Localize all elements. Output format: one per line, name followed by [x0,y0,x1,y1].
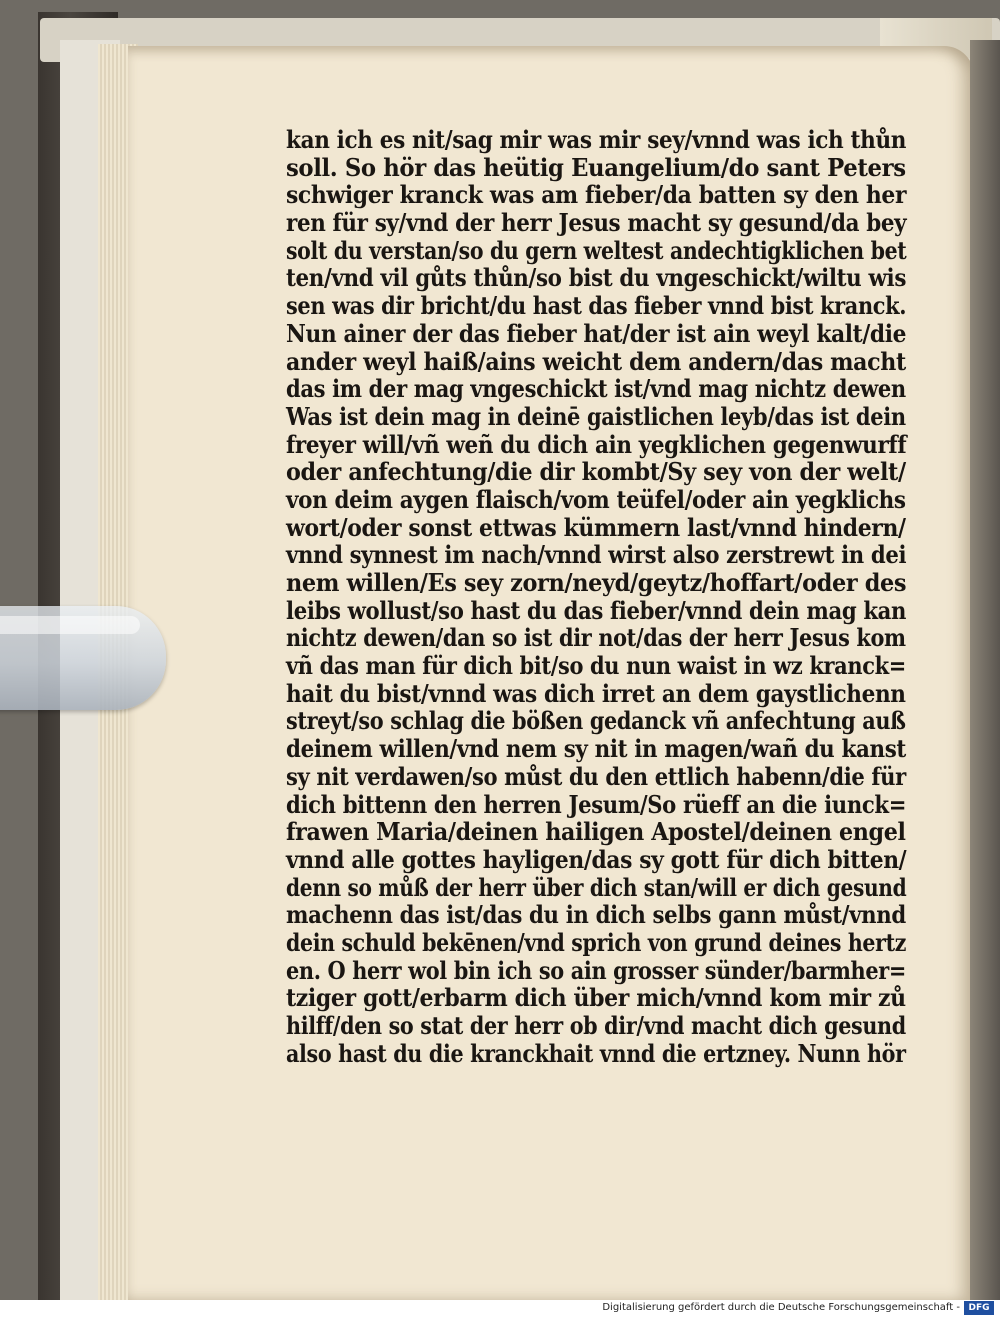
text-line: Was ist dein mag in deinē gaistlichen leyb/das ist dein [286,401,906,431]
text-line: machenn das ist/das du in dich selbs gann můst/vnnd [286,900,906,930]
text-line: vnnd alle gottes hayligen/das sy gott für dich bitten/ [286,844,907,874]
dfg-logo: DFG [964,1301,994,1315]
text-line: wort/oder sonst ettwas kümmern last/vnnd hindern/ [286,512,906,542]
text-line: hait du bist/vnnd was dich irret an dem gaystlichenn [286,678,906,708]
text-line: von deim aygen flaisch/vom teüfel/oder ain yegklichs [286,484,906,514]
footer-bar [0,1300,1000,1317]
text-line: hilff/den so stat der herr ob dir/vnd macht dich gesund [286,1011,906,1040]
text-line: schwiger kranck was am fieber/da batten sy den her [286,180,907,210]
text-line: oder anfechtung/die dir kombt/Sy sey von der welt/ [286,457,906,487]
text-line: Nun ainer der das fieber hat/der ist ain weyl kalt/die [286,318,907,348]
text-line: en. O herr wol bin ich so ain grosser sünder/barmher= [286,955,907,985]
text-line: deinem willen/vnd nem sy nit in magen/wañ du kanst [286,734,906,764]
text-line: kan ich es nit/sag mir was mir sey/vnnd was ich thůn [286,125,907,154]
text-line: ander weyl haiß/ains weicht dem andern/das macht [286,346,906,376]
text-line: leibs wollust/so hast du das fieber/vnnd dein mag kan [286,595,907,625]
footer-credit: Digitalisierung gefördert durch die Deutsche Forschungsgemeinschaft - [602,1302,960,1313]
text-line: solt du verstan/so du gern weltest andechtigklichen bet [286,235,907,265]
text-line: dich bittenn den herren Jesum/So rüeff an die iunck= [286,789,907,819]
text-line: sen was dir bricht/du hast das fieber vnnd bist kranck. [286,291,907,321]
text-line: das im der mag vngeschickt ist/vnd mag nichtz dewen [286,374,906,404]
text-line: freyer will/vñ weñ du dich ain yegklichen gegenwurff [286,429,907,459]
text-line: ten/vnd vil gůts thůn/so bist du vngeschickt/wiltu wis [286,263,907,293]
text-line: also hast du die kranckhait vnnd die ertzney. Nunn hör [286,1038,906,1068]
clip-shine [0,616,140,634]
page-text-block [286,126,906,1067]
text-line: soll. So hör das heütig Euangelium/do sant Peters [286,152,906,182]
text-line: nichtz dewen/dan so ist dir not/das der herr Jesus kom [286,623,906,653]
text-line: streyt/so schlag die bößen gedanck vñ anfechtung auß [286,706,906,736]
text-line: tziger gott/erbarm dich über mich/vnnd kom mir zů [286,983,906,1013]
book-clip-holder [0,606,166,710]
text-line: vnnd synnest im nach/vnnd wirst also zerstrewt in dei [286,540,907,570]
text-line: nem willen/Es sey zorn/neyd/geytz/hoffart/oder des [286,568,907,597]
text-line: denn so můß der herr über dich stan/will er dich gesund [286,872,907,902]
text-line: frawen Maria/deinen hailigen Apostel/deinen engel [286,817,906,847]
text-line: dein schuld bekēnen/vnd sprich von grund deines hertz [286,927,906,957]
page-right-shadow [970,40,1000,1300]
text-line: ren für sy/vnd der herr Jesus macht sy gesund/da bey [286,208,907,238]
text-line: vñ das man für dich bit/so du nun waist in wz kranck= [286,651,906,681]
text-line: sy nit verdawen/so můst du den ettlich habenn/die für [286,761,906,791]
